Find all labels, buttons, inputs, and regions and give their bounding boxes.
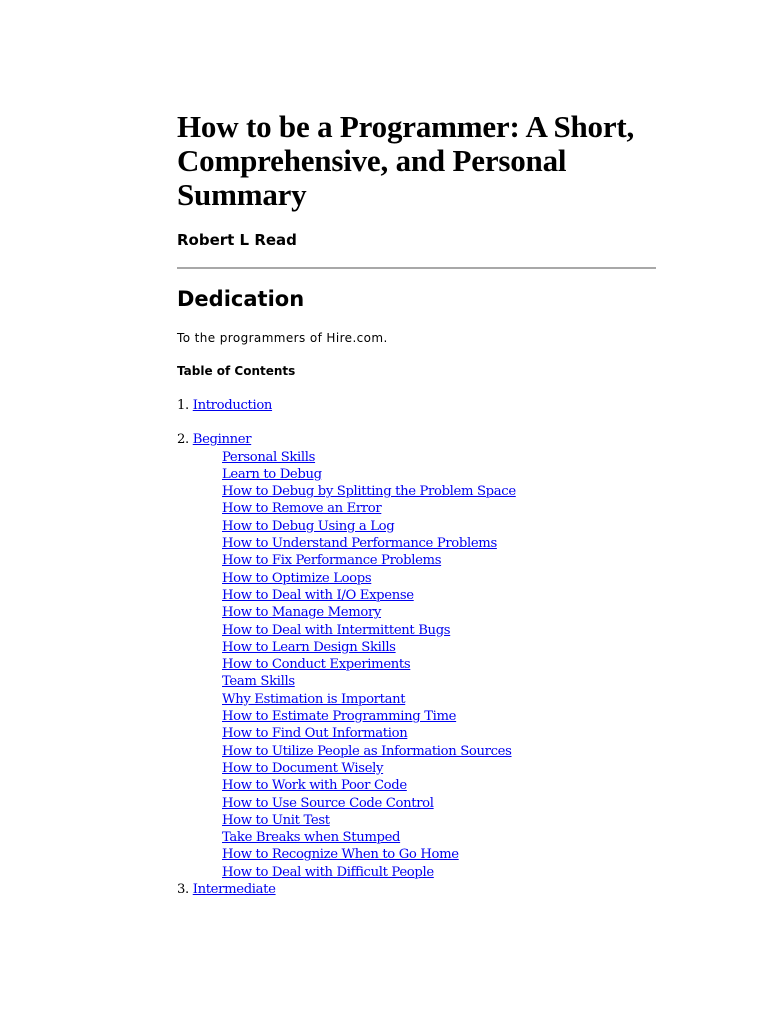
chapter-link-introduction[interactable]: Introduction: [192, 398, 273, 413]
toc-section: [222, 673, 657, 690]
toc-section: [222, 691, 657, 708]
toc-section: [222, 708, 657, 725]
toc-section: [222, 518, 657, 535]
document-title: How to be a Programmer: A Short, Comprehensive, and Personal Summary: [177, 109, 635, 212]
toc-section: [222, 449, 657, 466]
toc-section: [222, 812, 657, 829]
section-link[interactable]: How to Unit Test: [222, 812, 330, 828]
toc-section: [222, 777, 657, 794]
section-link[interactable]: How to Utilize People as Information Sources: [222, 743, 512, 759]
section-link[interactable]: How to Debug Using a Log: [222, 518, 395, 534]
section-link[interactable]: How to Fix Performance Problems: [222, 553, 442, 569]
beginner-section-list: [222, 449, 657, 881]
section-link[interactable]: Team Skills: [222, 674, 295, 690]
toc-section: [222, 622, 657, 639]
toc-section: [222, 500, 657, 517]
author-name: Robert L Read: [177, 231, 297, 249]
section-link[interactable]: How to Remove an Error: [222, 501, 382, 517]
section-link[interactable]: How to Find Out Information: [222, 726, 408, 742]
section-link[interactable]: Personal Skills: [222, 449, 316, 465]
dedication-heading: Dedication: [177, 287, 305, 311]
toc-section: [222, 725, 657, 742]
chapter-number: 2.: [177, 432, 189, 448]
toc-section: [222, 552, 657, 569]
toc-section: [222, 535, 657, 552]
toc-section: [222, 846, 657, 863]
toc-section: [222, 829, 657, 846]
toc-section: [222, 587, 657, 604]
toc-section: [222, 795, 657, 812]
table-of-contents: [177, 397, 657, 898]
section-link[interactable]: Learn to Debug: [222, 466, 322, 482]
section-link[interactable]: How to Work with Poor Code: [222, 778, 407, 794]
chapter-link-beginner[interactable]: Beginner: [192, 432, 252, 448]
section-link[interactable]: How to Understand Performance Problems: [222, 536, 497, 552]
section-link[interactable]: How to Learn Design Skills: [222, 639, 396, 655]
toc-section: [222, 604, 657, 621]
toc-section: [222, 639, 657, 656]
toc-section: [222, 466, 657, 483]
toc-section: [222, 570, 657, 587]
toc-heading: Table of Contents: [177, 364, 296, 378]
section-link[interactable]: How to Manage Memory: [222, 605, 382, 621]
section-link[interactable]: How to Recognize When to Go Home: [222, 847, 459, 863]
section-link[interactable]: How to Deal with Difficult People: [222, 864, 434, 880]
chapter-number: 3.: [177, 882, 189, 898]
section-link[interactable]: How to Estimate Programming Time: [222, 709, 457, 725]
toc-section: [222, 743, 657, 760]
toc-section: [222, 483, 657, 500]
section-link[interactable]: How to Deal with Intermittent Bugs: [222, 622, 451, 638]
section-link[interactable]: How to Debug by Splitting the Problem Space: [222, 484, 516, 500]
section-link[interactable]: Take Breaks when Stumped: [222, 830, 401, 846]
toc-section: [222, 864, 657, 881]
section-link[interactable]: How to Document Wisely: [222, 760, 384, 776]
section-link[interactable]: How to Use Source Code Control: [222, 795, 434, 811]
chapter-number: 1.: [177, 398, 189, 413]
section-link[interactable]: How to Deal with I/O Expense: [222, 587, 414, 603]
section-link[interactable]: How to Conduct Experiments: [222, 657, 411, 673]
toc-chapter-introduction: [177, 397, 657, 414]
toc-chapter-beginner: [177, 431, 657, 448]
toc-section: [222, 656, 657, 673]
dedication-text: To the programmers of Hire.com.: [177, 331, 388, 345]
chapter-link-intermediate[interactable]: Intermediate: [192, 882, 276, 898]
section-link[interactable]: How to Optimize Loops: [222, 570, 372, 586]
toc-section: [222, 760, 657, 777]
section-link[interactable]: Why Estimation is Important: [222, 691, 406, 707]
title-divider: [177, 267, 656, 269]
toc-chapter-intermediate: [177, 881, 657, 898]
